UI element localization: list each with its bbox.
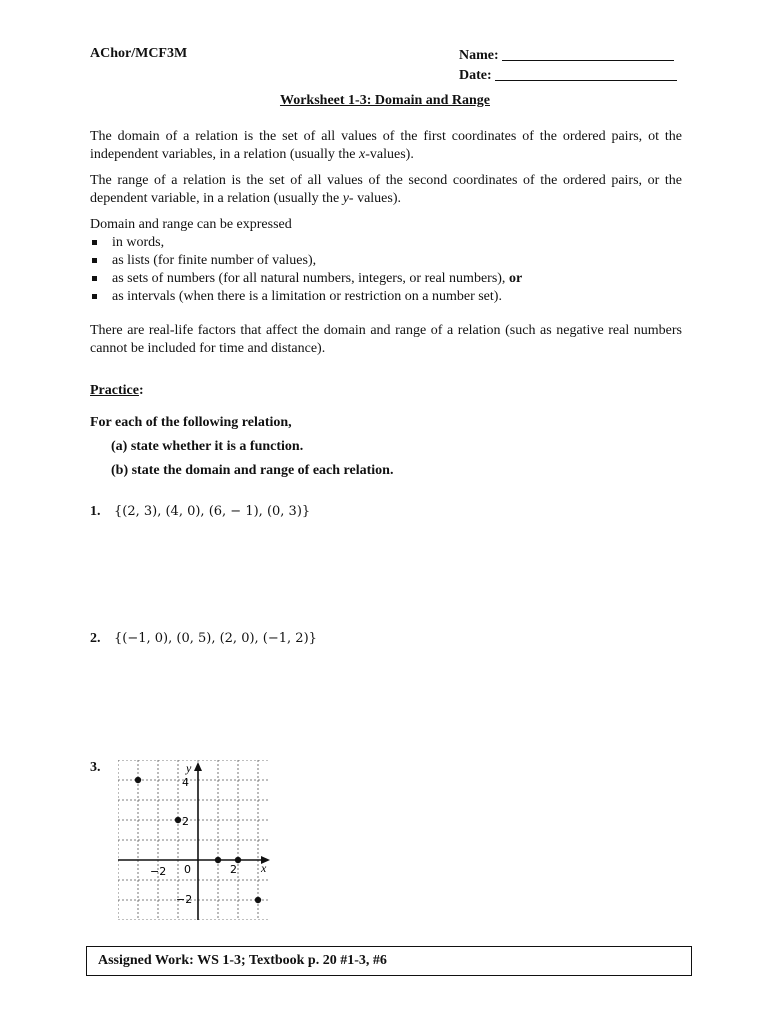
range-var: y [342, 191, 349, 206]
expression-list [90, 216, 522, 306]
y-axis-arrow-icon [194, 762, 202, 771]
list-item [90, 234, 522, 252]
course-code: AChor/MCF3M [90, 46, 188, 61]
list-item-text: as sets of numbers (for all natural numbers, integers, or real numbers), [112, 271, 509, 286]
domain-text-1: The domain of a relation is the set of all values of the first coordinates of the ordered pairs, ot the independent variables, in a relation (usually the [90, 129, 682, 162]
graph-axes [118, 762, 270, 920]
real-life-paragraph: There are real-life factors that affect the domain and range of a relation (such as negative real numbers cannot be included for time and distance). [90, 323, 682, 356]
instructions [90, 411, 393, 483]
practice-heading [90, 383, 144, 399]
domain-var: x [359, 147, 366, 162]
range-text-2: - values). [348, 191, 401, 206]
graph-point [135, 777, 141, 783]
list-item-bold: or [508, 271, 523, 286]
name-line [459, 46, 677, 66]
list-item-text: as lists (for finite number of values), [112, 253, 317, 268]
coordinate-graph [118, 760, 274, 920]
domain-text-2: -values). [365, 147, 414, 162]
range-text-1: The range of a relation is the set of all values of the second coordinates of the ordered pairs, or the dependent variable, in a relation (usually the [90, 173, 682, 206]
list-item [90, 252, 522, 270]
graph-point [175, 817, 181, 823]
question-set: {(2, 3), (4, 0), (6, − 1), (0, 3)} [114, 504, 311, 519]
practice-colon: : [138, 383, 144, 398]
date-blank[interactable] [495, 66, 677, 81]
practice-label: Practice [90, 383, 139, 398]
graph-point [255, 897, 261, 903]
list-item-text: as intervals (when there is a limitation or restriction on a number set). [112, 289, 502, 304]
list-item [90, 288, 522, 306]
graph-point [215, 857, 221, 863]
tick-label-y-neg2: −2 [176, 893, 193, 906]
expressed-intro: Domain and range can be expressed [90, 217, 292, 232]
question-number: 2. [90, 631, 101, 646]
question-3 [90, 760, 114, 776]
domain-paragraph [90, 128, 682, 164]
bullet-icon [92, 258, 97, 263]
question-number: 3. [90, 760, 101, 775]
assigned-work-text: Assigned Work: WS 1-3; Textbook p. 20 #1-3, #6 [98, 953, 387, 968]
date-line [459, 66, 677, 86]
name-label: Name: [459, 48, 499, 63]
instruction-part-b: (b) state the domain and range of each relation. [111, 463, 394, 478]
name-date-block [459, 46, 677, 86]
question-set: {(−1, 0), (0, 5), (2, 0), (−1, 2)} [114, 631, 317, 646]
instruction-part-a: (a) state whether it is a function. [111, 439, 304, 454]
question-1 [90, 504, 310, 520]
assigned-work-box [86, 946, 692, 976]
graph-grid [118, 760, 268, 920]
tick-label-y4: 4 [182, 776, 189, 789]
list-item [90, 270, 522, 288]
bullet-icon [92, 240, 97, 245]
bullet-icon [92, 294, 97, 299]
origin-label: 0 [184, 863, 191, 876]
graph-point [235, 857, 241, 863]
worksheet-title: Worksheet 1-3: Domain and Range [279, 93, 490, 108]
bullet-icon [92, 276, 97, 281]
x-axis-label: x [261, 861, 267, 875]
tick-label-x2: 2 [230, 863, 237, 876]
question-2 [90, 631, 317, 647]
instruction-line: For each of the following relation, [90, 415, 292, 430]
name-blank[interactable] [502, 46, 674, 61]
date-label: Date: [459, 68, 492, 83]
list-item-text: in words, [112, 235, 165, 250]
range-paragraph [90, 172, 682, 208]
y-axis-label: y [186, 761, 192, 775]
question-number: 1. [90, 504, 101, 519]
tick-label-y2: 2 [182, 815, 189, 828]
tick-label-x-neg2: −2 [150, 865, 167, 878]
